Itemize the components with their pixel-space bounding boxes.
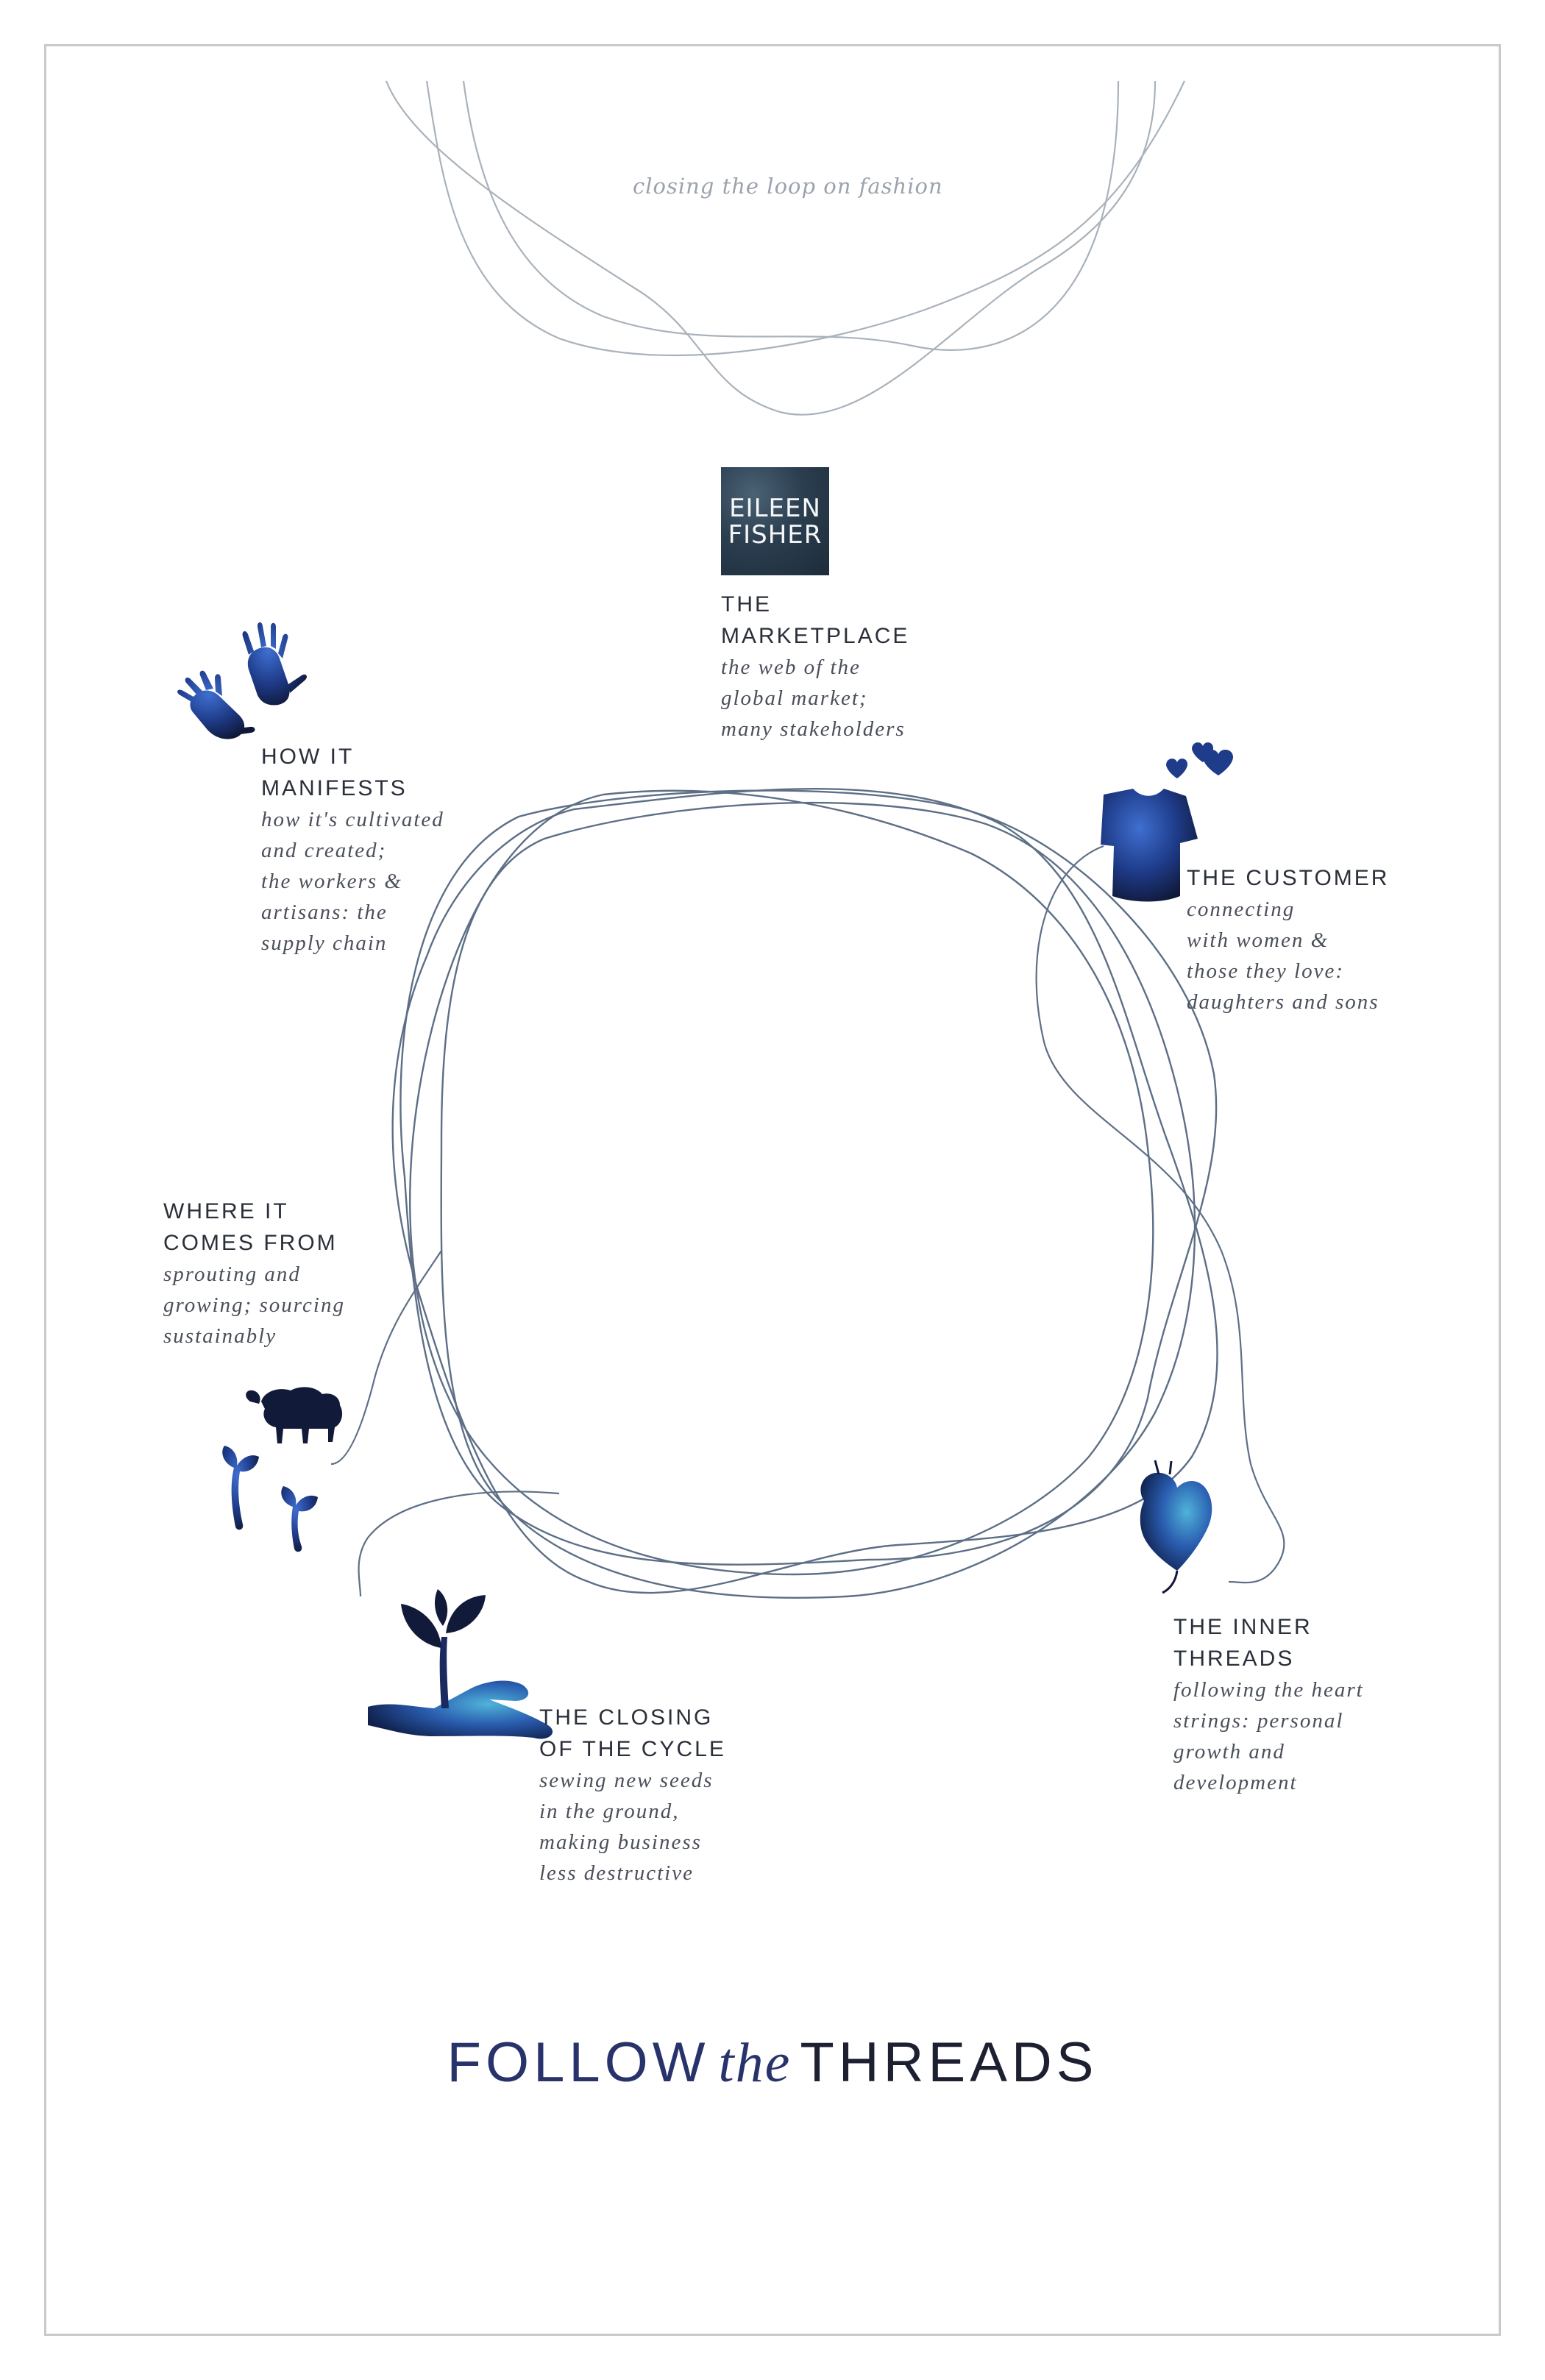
top-threads (386, 81, 1184, 415)
node-inner-threads (1173, 1611, 1364, 1798)
eileen-fisher-logo (721, 467, 829, 575)
marketplace-heading: THE MARKETPLACE (721, 592, 910, 648)
manifests-heading: HOW IT MANIFESTS (261, 745, 408, 800)
manifests-description: how it's cultivated and created; the workers & artisans: the supply chain (261, 808, 444, 955)
tagline: closing the loop on fashion (633, 174, 943, 199)
circle-threads (393, 789, 1218, 1598)
logo-line-1: EILEEN (729, 493, 821, 523)
customer-description: connecting with women & those they love: daughters and sons (1187, 898, 1379, 1014)
title-word-threads: THREADS (800, 2031, 1098, 2094)
sheep-sprouts-icon (222, 1387, 342, 1552)
node-closing (539, 1702, 726, 1889)
hands-icon (177, 622, 307, 739)
connector-threads (331, 846, 1284, 1596)
source-heading: WHERE IT COMES FROM (163, 1199, 338, 1255)
node-customer (1187, 862, 1389, 1017)
customer-heading: THE CUSTOMER (1187, 866, 1390, 890)
closing-heading: THE CLOSING OF THE CYCLE (539, 1705, 726, 1761)
title-word-the: the (718, 2032, 792, 2094)
source-description: sprouting and growing; sourcing sustainably (163, 1262, 345, 1348)
node-manifests (261, 741, 444, 959)
poster-title (0, 2031, 1545, 2095)
node-marketplace (721, 589, 909, 745)
closing-description: sewing new seeds in the ground, making business less destructive (539, 1769, 714, 1885)
logo-line-2: FISHER (728, 519, 823, 550)
heart-icon (1140, 1460, 1212, 1593)
inner-threads-heading: THE INNER THREADS (1173, 1615, 1313, 1671)
inner-threads-description: following the heart strings: personal growth and development (1173, 1678, 1364, 1794)
title-word-follow: FOLLOW (447, 2031, 710, 2094)
hand-seedling-icon (368, 1589, 553, 1739)
marketplace-description: the web of the global market; many stakeholders (721, 656, 906, 741)
node-source (163, 1196, 345, 1351)
